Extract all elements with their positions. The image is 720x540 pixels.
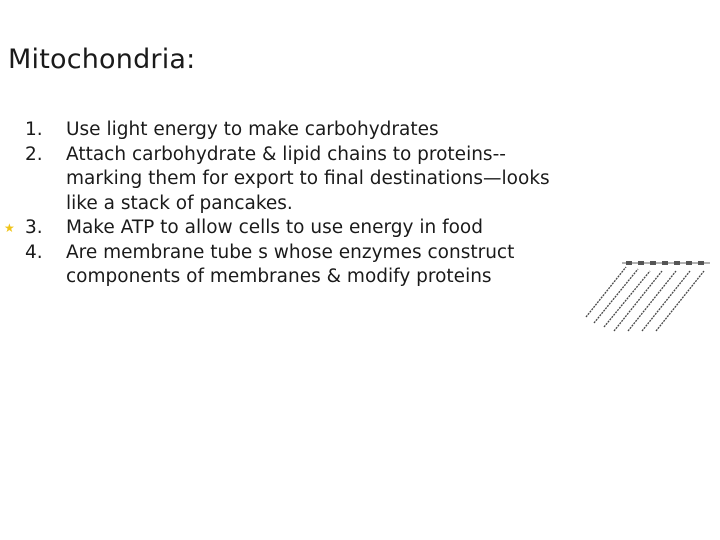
answer-thumbnail-graphic xyxy=(582,255,712,345)
answer-text: Are membrane tube s whose enzymes construct components of membranes & modify proteins xyxy=(66,241,515,287)
answer-text: Attach carbohydrate & lipid chains to proteins--marking them for export to final destinations—looks like a stack of pancakes. xyxy=(66,143,550,214)
answer-list xyxy=(0,118,580,290)
answer-item-2[interactable] xyxy=(0,143,580,217)
answer-number: 4. xyxy=(25,241,43,263)
slide-title: Mitochondria: xyxy=(8,44,196,75)
answer-item-3[interactable] xyxy=(0,216,580,241)
answer-number: 2. xyxy=(25,143,43,165)
answer-number: 3. xyxy=(25,217,43,238)
answer-text: Use light energy to make carbohydrates xyxy=(66,119,439,140)
answer-number: 1. xyxy=(25,119,43,140)
answer-item-4[interactable] xyxy=(0,241,580,290)
answer-item-1[interactable] xyxy=(0,118,580,143)
star-icon: ★ xyxy=(4,221,15,235)
answer-text: Make ATP to allow cells to use energy in food xyxy=(66,217,483,238)
